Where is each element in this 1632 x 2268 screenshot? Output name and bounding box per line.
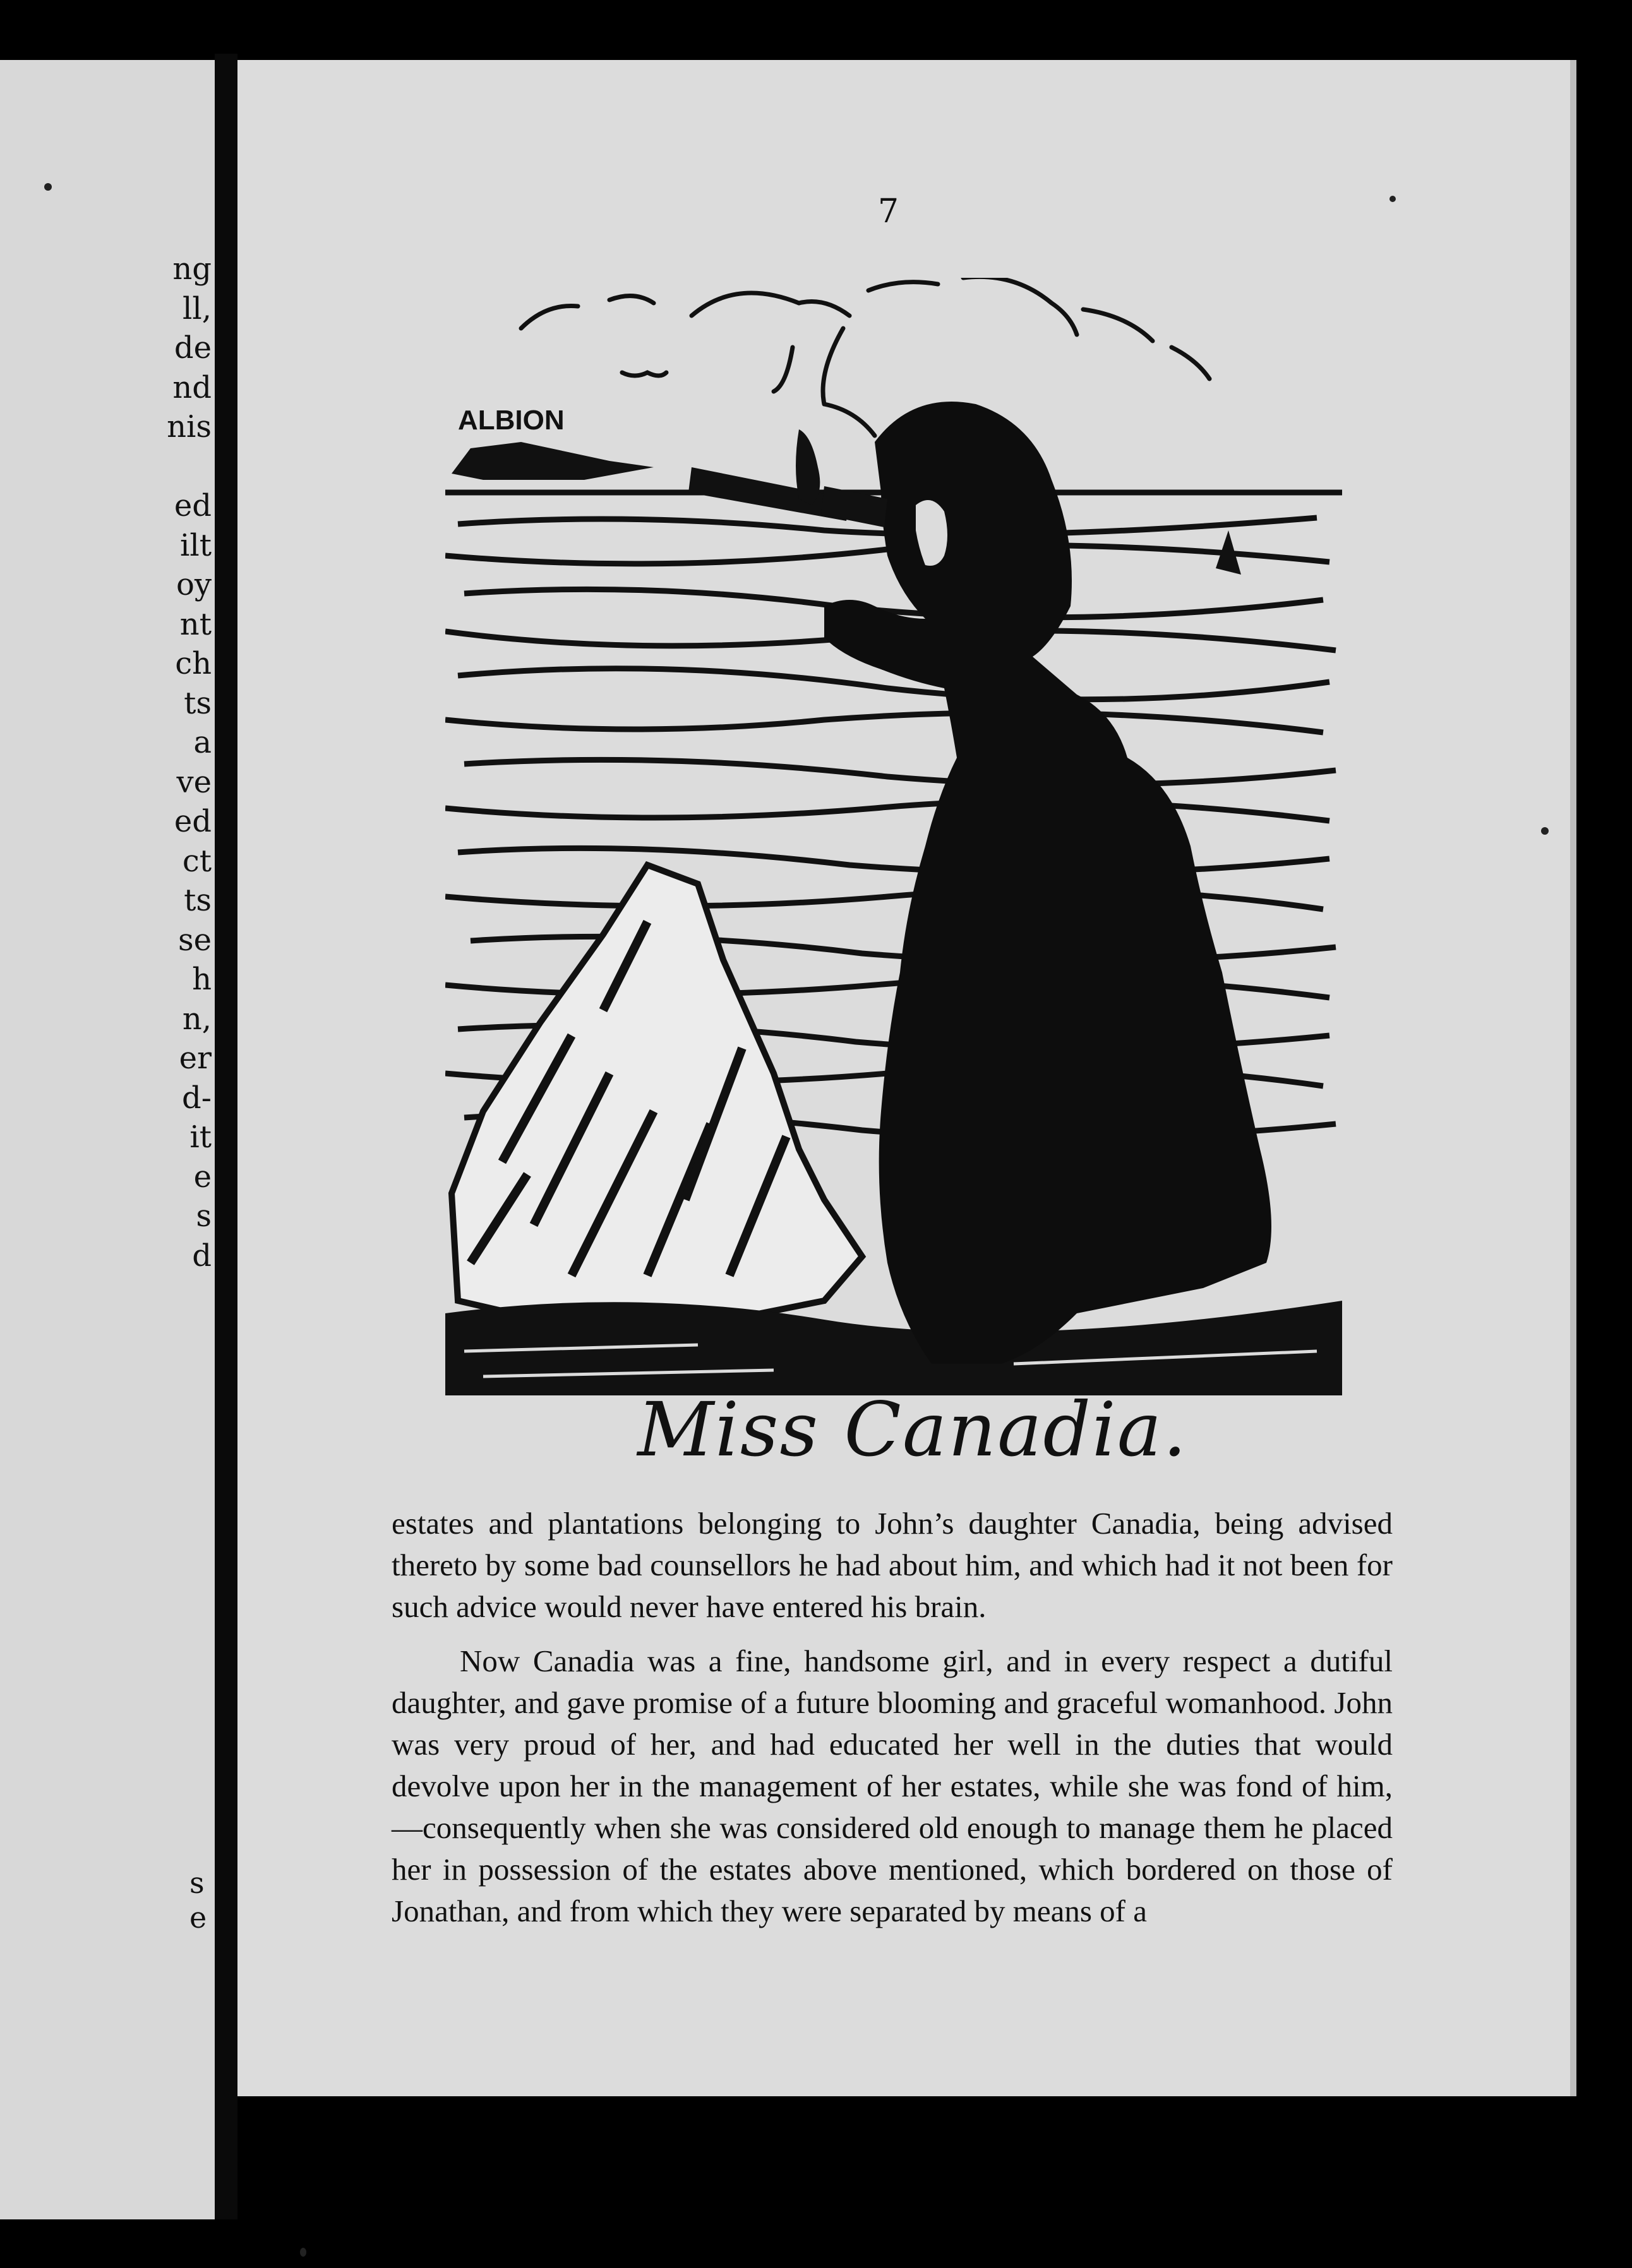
albion-label: ALBION [458, 405, 565, 436]
left-fragment-gap [0, 447, 212, 487]
left-fragment: ll, [183, 290, 212, 326]
left-fragment: de [174, 330, 212, 366]
left-tail-fragment: e [189, 1901, 207, 1935]
left-fragment: nt [179, 606, 212, 642]
page-number: 7 [878, 193, 899, 230]
left-fragment: ilt [180, 527, 212, 563]
left-fragment: h [192, 962, 212, 997]
left-fragment: ct [182, 843, 212, 879]
left-fragment: ts [184, 883, 212, 918]
illustration-caption: Miss Canadia. [637, 1386, 1188, 1473]
left-fragment: ed [174, 804, 212, 839]
paragraph: estates and plantations belonging to John’s daughter Canadia, being advised thereto by some bad counsellors he had about him, and which had it not been for such advice would never have entered his brain. [392, 1506, 1393, 1624]
body-text [392, 1503, 1393, 1932]
book-spine [215, 54, 237, 2219]
engraving-illustration [445, 278, 1342, 1490]
left-fragment: n, [182, 1001, 212, 1037]
left-fragment: oy [176, 567, 212, 602]
left-fragment: ve [176, 764, 212, 800]
left-fragment: it [189, 1119, 212, 1155]
paragraph: Now Canadia was a fine, handsome girl, and in every respect a dutiful daughter, and gave promise of a future blooming and graceful womanhood. John was very proud of her, and had educated her well in the duties that would devolve upon her in the management of her estates, while she was fond of him,—consequently when she was considered old enough to manage them he placed her in possession of the estates above mentioned, which bordered on those of Jonathan, and from which they were separated by means of a [392, 1644, 1393, 1928]
ink-speck [300, 2248, 306, 2257]
ink-speck [44, 183, 52, 191]
left-tail-fragment: s [189, 1866, 205, 1900]
left-fragment: a [193, 725, 212, 760]
left-fragment: ch [175, 646, 212, 681]
left-fragment: se [177, 922, 212, 958]
left-fragment: nis [167, 409, 212, 445]
left-fragment: ng [172, 251, 212, 287]
left-fragment: d [192, 1238, 212, 1274]
left-fragment: d- [182, 1080, 212, 1116]
ink-speck [1541, 827, 1549, 835]
left-fragment: s [196, 1198, 212, 1234]
left-fragment: e [193, 1159, 212, 1195]
left-fragment: nd [172, 369, 212, 405]
left-fragment: ts [184, 685, 212, 721]
left-fragment: er [179, 1041, 212, 1076]
left-fragment: ed [174, 488, 212, 523]
ink-speck [1389, 196, 1396, 202]
left-page-text-fragments [0, 249, 212, 1275]
